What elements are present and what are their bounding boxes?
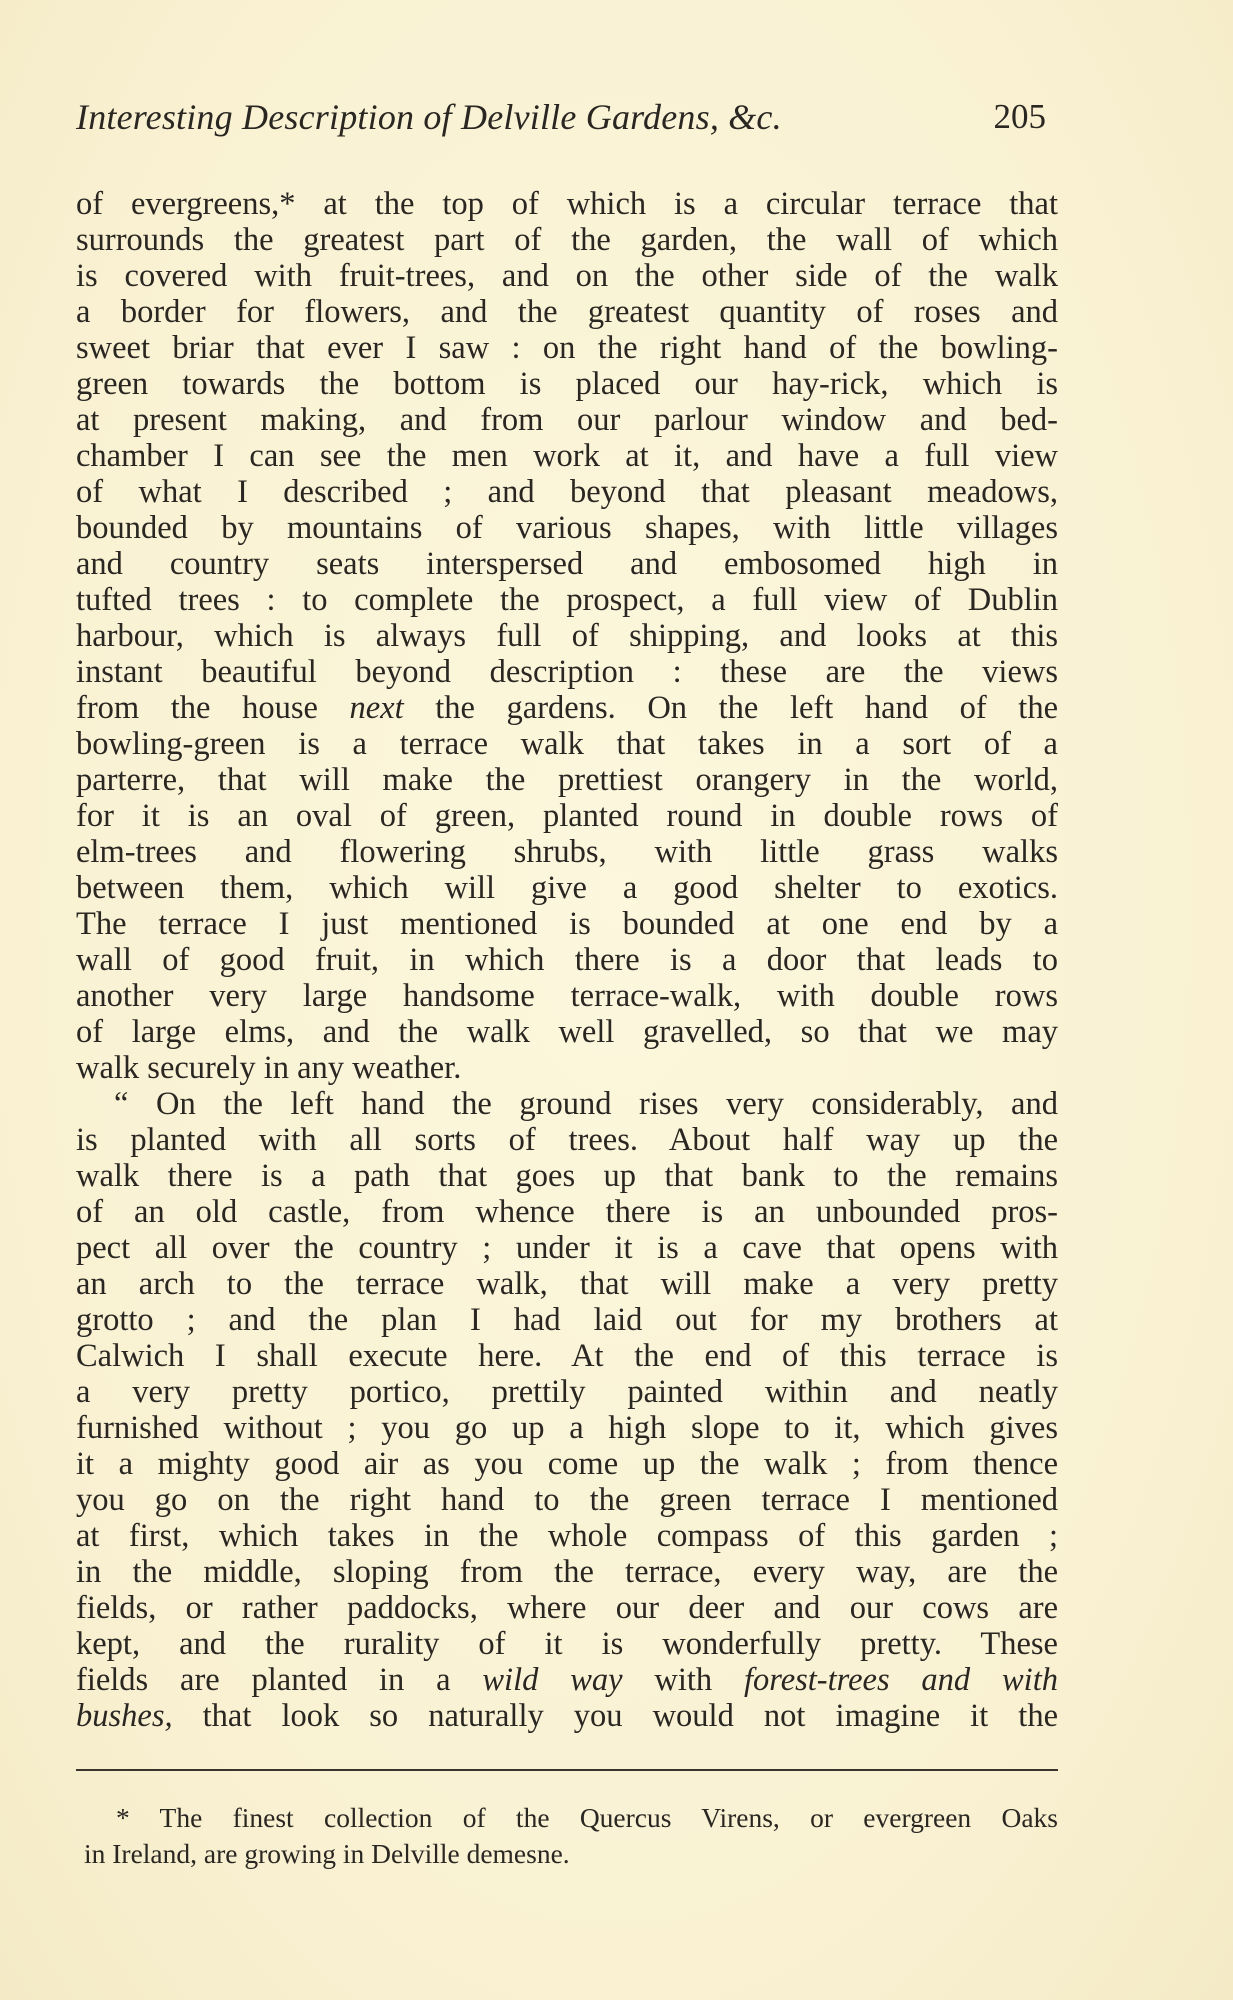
- footnote-line: * The finest collection of the Quercus Virens, or evergreen Oaks: [116, 1802, 1058, 1833]
- text-line: walk there is a path that goes up that bank to the remains: [76, 1158, 1058, 1194]
- text-line: [76, 1662, 1058, 1698]
- text-line: The terrace I just mentioned is bounded at one end by a: [76, 906, 1058, 942]
- text-run: with: [622, 1662, 744, 1698]
- text-line: grotto ; and the plan I had laid out for my brothers at: [76, 1302, 1058, 1338]
- text-line: is covered with fruit-trees, and on the other side of the walk: [76, 258, 1058, 294]
- text-run: that look so naturally you would not imagine it the: [172, 1698, 1058, 1734]
- footnote: [84, 1800, 1058, 1872]
- text-line: an arch to the terrace walk, that will make a very pretty: [76, 1266, 1058, 1302]
- text-line: pect all over the country ; under it is a cave that opens with: [76, 1230, 1058, 1266]
- text-line: another very large handsome terrace-walk, with double rows: [76, 978, 1058, 1014]
- footnote-rule: [76, 1769, 1058, 1771]
- text-line: green towards the bottom is placed our hay-rick, which is: [76, 366, 1058, 402]
- text-line: a very pretty portico, prettily painted within and neatly: [76, 1374, 1058, 1410]
- text-line: sweet briar that ever I saw : on the right hand of the bowling-: [76, 330, 1058, 366]
- text-line: between them, which will give a good shelter to exotics.: [76, 870, 1058, 906]
- text-line: furnished without ; you go up a high slope to it, which gives: [76, 1410, 1058, 1446]
- text-line: for it is an oval of green, planted round in double rows of: [76, 798, 1058, 834]
- text-run: fields are planted in a: [76, 1662, 483, 1698]
- text-line: wall of good fruit, in which there is a door that leads to: [76, 942, 1058, 978]
- paragraph-first-line: “ On the left hand the ground rises very considerably, and: [114, 1086, 1058, 1122]
- text-line: surrounds the greatest part of the garden, the wall of which: [76, 222, 1058, 258]
- running-head: [76, 92, 1046, 142]
- body-text: [76, 186, 1058, 1734]
- italic-run: next: [349, 690, 404, 726]
- text-line: of what I described ; and beyond that pleasant meadows,: [76, 474, 1058, 510]
- text-line: of an old castle, from whence there is an unbounded pros-: [76, 1194, 1058, 1230]
- text-line: it a mighty good air as you come up the walk ; from thence: [76, 1446, 1058, 1482]
- text-line: harbour, which is always full of shipping, and looks at this: [76, 618, 1058, 654]
- page-number: 205: [993, 97, 1046, 136]
- text-line: [76, 1698, 1058, 1734]
- text-line: a border for flowers, and the greatest quantity of roses and: [76, 294, 1058, 330]
- text-line: Calwich I shall execute here. At the end of this terrace is: [76, 1338, 1058, 1374]
- text-run: the gardens. On the left hand of the: [403, 690, 1058, 726]
- text-line: parterre, that will make the prettiest orangery in the world,: [76, 762, 1058, 798]
- text-line: in the middle, sloping from the terrace, every way, are the: [76, 1554, 1058, 1590]
- italic-run: forest-trees and with: [743, 1662, 1058, 1698]
- text-line: tufted trees : to complete the prospect, a full view of Dublin: [76, 582, 1058, 618]
- text-line: at first, which takes in the whole compass of this garden ;: [76, 1518, 1058, 1554]
- text-line: [76, 690, 1058, 726]
- text-line: and country seats interspersed and embosomed high in: [76, 546, 1058, 582]
- text-line: of large elms, and the walk well gravelled, so that we may: [76, 1014, 1058, 1050]
- text-line: instant beautiful beyond description : these are the views: [76, 654, 1058, 690]
- text-line: you go on the right hand to the green terrace I mentioned: [76, 1482, 1058, 1518]
- text-line: is planted with all sorts of trees. About half way up the: [76, 1122, 1058, 1158]
- text-line: elm-trees and flowering shrubs, with little grass walks: [76, 834, 1058, 870]
- text-run: from the house: [76, 690, 350, 726]
- running-title: Interesting Description of Delville Gardens, &c.: [76, 97, 782, 137]
- text-line: kept, and the rurality of it is wonderfully pretty. These: [76, 1626, 1058, 1662]
- text-line: of evergreens,* at the top of which is a circular terrace that: [76, 186, 1058, 222]
- text-line: bowling-green is a terrace walk that takes in a sort of a: [76, 726, 1058, 762]
- paragraph-last-line: walk securely in any weather.: [76, 1050, 462, 1086]
- italic-run: bushes,: [76, 1698, 173, 1734]
- text-line: bounded by mountains of various shapes, with little villages: [76, 510, 1058, 546]
- text-line: fields, or rather paddocks, where our deer and our cows are: [76, 1590, 1058, 1626]
- text-line: at present making, and from our parlour window and bed-: [76, 402, 1058, 438]
- italic-run: wild way: [482, 1662, 623, 1698]
- footnote-line: in Ireland, are growing in Delville demesne.: [84, 1838, 570, 1869]
- text-line: chamber I can see the men work at it, and have a full view: [76, 438, 1058, 474]
